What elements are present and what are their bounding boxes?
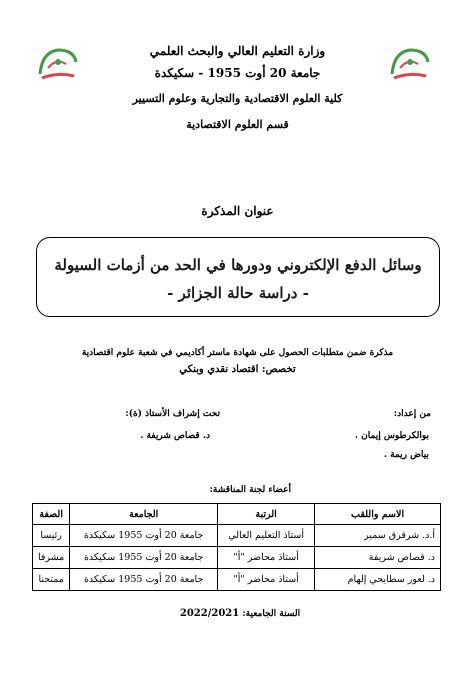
member-rank: أستاذ التعليم العالي <box>218 525 315 547</box>
title-box <box>36 237 440 317</box>
academic-year-value: 2022/2021 <box>179 608 240 619</box>
faculty-name: كلية العلوم الاقتصادية والتجارية وعلوم التسيير <box>132 92 343 105</box>
supervision-label: تحت إشراف الأستاذ (ة): <box>125 409 220 419</box>
committee-label: أعضاء لجنة المناقشة: <box>209 485 291 495</box>
member-university: جامعة 20 أوت 1955 سكيكدة <box>70 569 218 591</box>
member-name: د. لعور سطايحي إلهام <box>315 569 441 591</box>
member-rank: أستاذ محاضر "أ" <box>218 547 315 569</box>
memo-title-label: عنوان المذكرة <box>201 204 274 218</box>
department-name: قسم العلوم الاقتصادية <box>186 118 289 131</box>
university-name: جامعة 20 أوت 1955 - سكيكدة <box>154 66 321 80</box>
table-row <box>33 525 441 547</box>
specialty: تخصص: اقتصاد نقدي وبنكي <box>179 364 296 375</box>
supervisor-name: د. قصاص شريفة . <box>140 431 210 441</box>
member-university: جامعة 20 أوت 1955 سكيكدة <box>70 525 218 547</box>
committee-table <box>32 503 441 591</box>
table-row <box>33 547 441 569</box>
member-rank: أستاذ محاضر "أ" <box>218 569 315 591</box>
member-role: مشرفا <box>33 547 70 569</box>
header-rank: الرتبة <box>218 504 315 525</box>
table-row <box>33 569 441 591</box>
thesis-title-line2: - دراسة حالة الجزائر - <box>167 284 309 302</box>
prepared-by-label: من إعداد: <box>393 409 431 419</box>
committee-table-header <box>33 504 441 525</box>
thesis-title-line1: وسائل الدفع الإلكتروني ودورها في الحد من أزمات السيولة <box>54 256 422 274</box>
member-name: أ.د. شرقرق سمير <box>315 525 441 547</box>
member-role: رئيسا <box>33 525 70 547</box>
header-university: الجامعة <box>70 504 218 525</box>
student-2: بياض ريمة . <box>383 450 429 460</box>
ministry-name: وزارة التعليم العالي والبحث العلمي <box>149 44 326 58</box>
member-name: د. قصاص شريفة <box>315 547 441 569</box>
student-1: بوالكرطوس إيمان . <box>354 431 429 441</box>
header-role: الصفة <box>33 504 70 525</box>
member-university: جامعة 20 أوت 1955 سكيكدة <box>70 547 218 569</box>
member-role: ممتحنا <box>33 569 70 591</box>
academic-year <box>170 608 310 619</box>
thesis-requirement-note: مذكرة ضمن متطلبات الحصول على شهادة ماستر أكاديمي في شعبة علوم اقتصادية <box>81 348 394 358</box>
academic-year-label: السنة الجامعية: <box>242 609 301 619</box>
header-name: الاسم واللقب <box>315 504 441 525</box>
